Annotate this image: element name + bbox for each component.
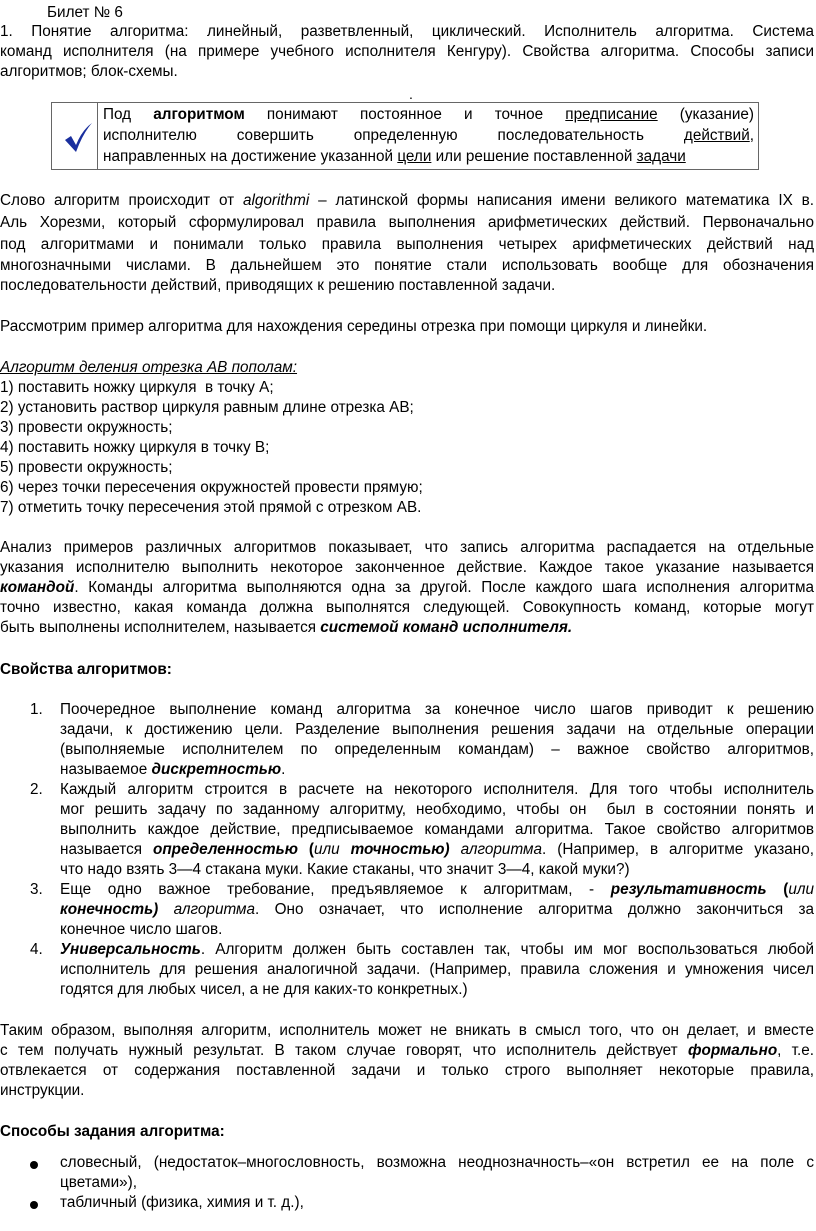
list-item-line: конечное число шагов.: [60, 921, 223, 938]
conclusion-line: Таким образом, выполняя алгоритм, исполнитель может не вникать в смысл того, что он делает, и вместе: [0, 1022, 814, 1039]
list-item-line: Универсальность. Алгоритм должен быть составлен так, чтобы им мог воспользоваться любой: [60, 941, 814, 958]
intro-line: Аль Хорезми, который сформулировал правила выполнения арифметических действий. Первоначально: [0, 214, 814, 231]
list-number: 4.: [30, 941, 43, 958]
analysis-line: точно известно, какая команда должна выполнятся следующей. Совокупность команд, которые могут: [0, 599, 814, 616]
list-item-line: называется определенностью (или точностью) алгоритма. (Например, в алгоритме указано,: [60, 841, 814, 858]
list-item-line: выполнить каждое действие, предписываемое командами алгоритма. Такое свойство алгоритмов: [60, 821, 814, 838]
conclusion-line: отвлекается от содержания поставленной задачи и только строго выполняет некоторые правила,: [0, 1062, 814, 1079]
list-number: 3.: [30, 881, 43, 898]
bullet-item-line: словесный, (недостаток–многословность, возможна неоднозначность–«он встретил ее на поле с: [60, 1154, 814, 1171]
methods-heading: Способы задания алгоритма:: [0, 1123, 225, 1140]
intro-line: последовательности действий, приводящих к решению поставленной задачи.: [0, 277, 556, 294]
question-line: команд исполнителя (на примере учебного исполнителя Кенгуру). Свойства алгоритма. Способы записи: [0, 43, 814, 60]
list-item-line: годятся для любых чисел, а не для каких-то конкретных.): [60, 981, 468, 998]
bullet-icon: [30, 1201, 38, 1209]
list-item-line: Каждый алгоритм строится в расчете на некоторого исполнителя. Для того чтобы исполнитель: [60, 781, 814, 798]
algorithm-step: 7) отметить точку пересечения этой прямой с отрезком АВ.: [0, 499, 422, 516]
list-item-line: Поочередное выполнение команд алгоритма за конечное число шагов приводит к решению: [60, 701, 814, 718]
ticket-title: Билет № 6: [47, 4, 123, 21]
list-item-line: исполнитель для решения аналогичной задачи. (Например, правила сложения и умножения чисел: [60, 961, 814, 978]
bullet-item-line: табличный (физика, химия и т. д.),: [60, 1194, 304, 1211]
algorithm-step: 4) поставить ножку циркуля в точку В;: [0, 439, 270, 456]
definition-box: [51, 86, 759, 170]
list-item-line: называемое дискретностью.: [60, 761, 286, 778]
definition-line: исполнителю совершить определенную последовательность действий,: [103, 127, 754, 144]
list-item-line: что надо взять 3—4 стакана муки. Какие стаканы, что значит 3—4, какой муки?): [60, 861, 630, 878]
list-number: 2.: [30, 781, 43, 798]
question-line: 1. Понятие алгоритма: линейный, разветвленный, циклический. Исполнитель алгоритма. Система: [0, 23, 814, 40]
algorithm-step: 1) поставить ножку циркуля в точку А;: [0, 379, 274, 396]
intro-line: многозначными числами. В дальнейшем это понятие стали использовать вообще для обозначения: [0, 257, 814, 274]
list-number: 1.: [30, 701, 43, 718]
checkmark-icon: [63, 121, 93, 153]
list-item-line: (выполняемые исполнителем по определенным командам) – важное свойство алгоритмов,: [60, 741, 814, 758]
algorithm-step: 6) через точки пересечения окружностей провести прямую;: [0, 479, 423, 496]
conclusion-line: инструкции.: [0, 1082, 85, 1099]
bullet-item-line: цветами»),: [60, 1174, 137, 1191]
algorithm-step: 5) провести окружность;: [0, 459, 173, 476]
definition-line: направленных на достижение указанной цели или решение поставленной задачи: [103, 148, 686, 165]
list-item-line: задачи, к достижению цели. Разделение выполнения решения задачи на отдельные операции: [60, 721, 814, 738]
definition-line: Под алгоритмом понимают постоянное и точное предписание (указание): [103, 106, 754, 123]
properties-heading: Свойства алгоритмов:: [0, 661, 172, 678]
conclusion-line: с тем получать нужный результат. В таком случае говорят, что исполнитель действует формально, т.е.: [0, 1042, 815, 1059]
algorithm-heading: Алгоритм деления отрезка АВ пополам:: [0, 359, 298, 376]
example-intro: Рассмотрим пример алгоритма для нахождения середины отрезка при помощи циркуля и линейки.: [0, 318, 708, 335]
box-divider: [97, 103, 98, 169]
bullet-icon: [30, 1161, 38, 1169]
intro-line: под алгоритмами и понимали только правила выполнения четырех арифметических действий над: [0, 236, 814, 253]
list-item-line: мог решить задачу по заданному алгоритму, необходимо, чтобы он был в состоянии понять и: [60, 801, 814, 818]
analysis-line: быть выполнены исполнителем, называется системой команд исполнителя.: [0, 619, 573, 636]
analysis-line: указания исполнителю выполнить некоторое законченное действие. Каждое такое указание называется: [0, 559, 814, 576]
analysis-line: командой. Команды алгоритма выполняются одна за другой. После каждого шага исполнения алгоритма: [0, 579, 814, 596]
list-item-line: конечность) алгоритма. Оно означает, что исполнение алгоритма должно закончиться за: [60, 901, 815, 918]
question-line: алгоритмов; блок-схемы.: [0, 63, 178, 80]
algorithm-step: 3) провести окружность;: [0, 419, 173, 436]
stray-dot: .: [409, 86, 413, 102]
intro-line: Слово алгоритм происходит от algorithmi – латинской формы написания имени великого математика IX в.: [0, 192, 814, 209]
list-item-line: Еще одно важное требование, предъявляемое к алгоритмам, - результативность (или: [60, 881, 814, 898]
algorithm-step: 2) установить раствор циркуля равным длине отрезка АВ;: [0, 399, 414, 416]
analysis-line: Анализ примеров различных алгоритмов показывает, что запись алгоритма распадается на отдельные: [0, 539, 814, 556]
